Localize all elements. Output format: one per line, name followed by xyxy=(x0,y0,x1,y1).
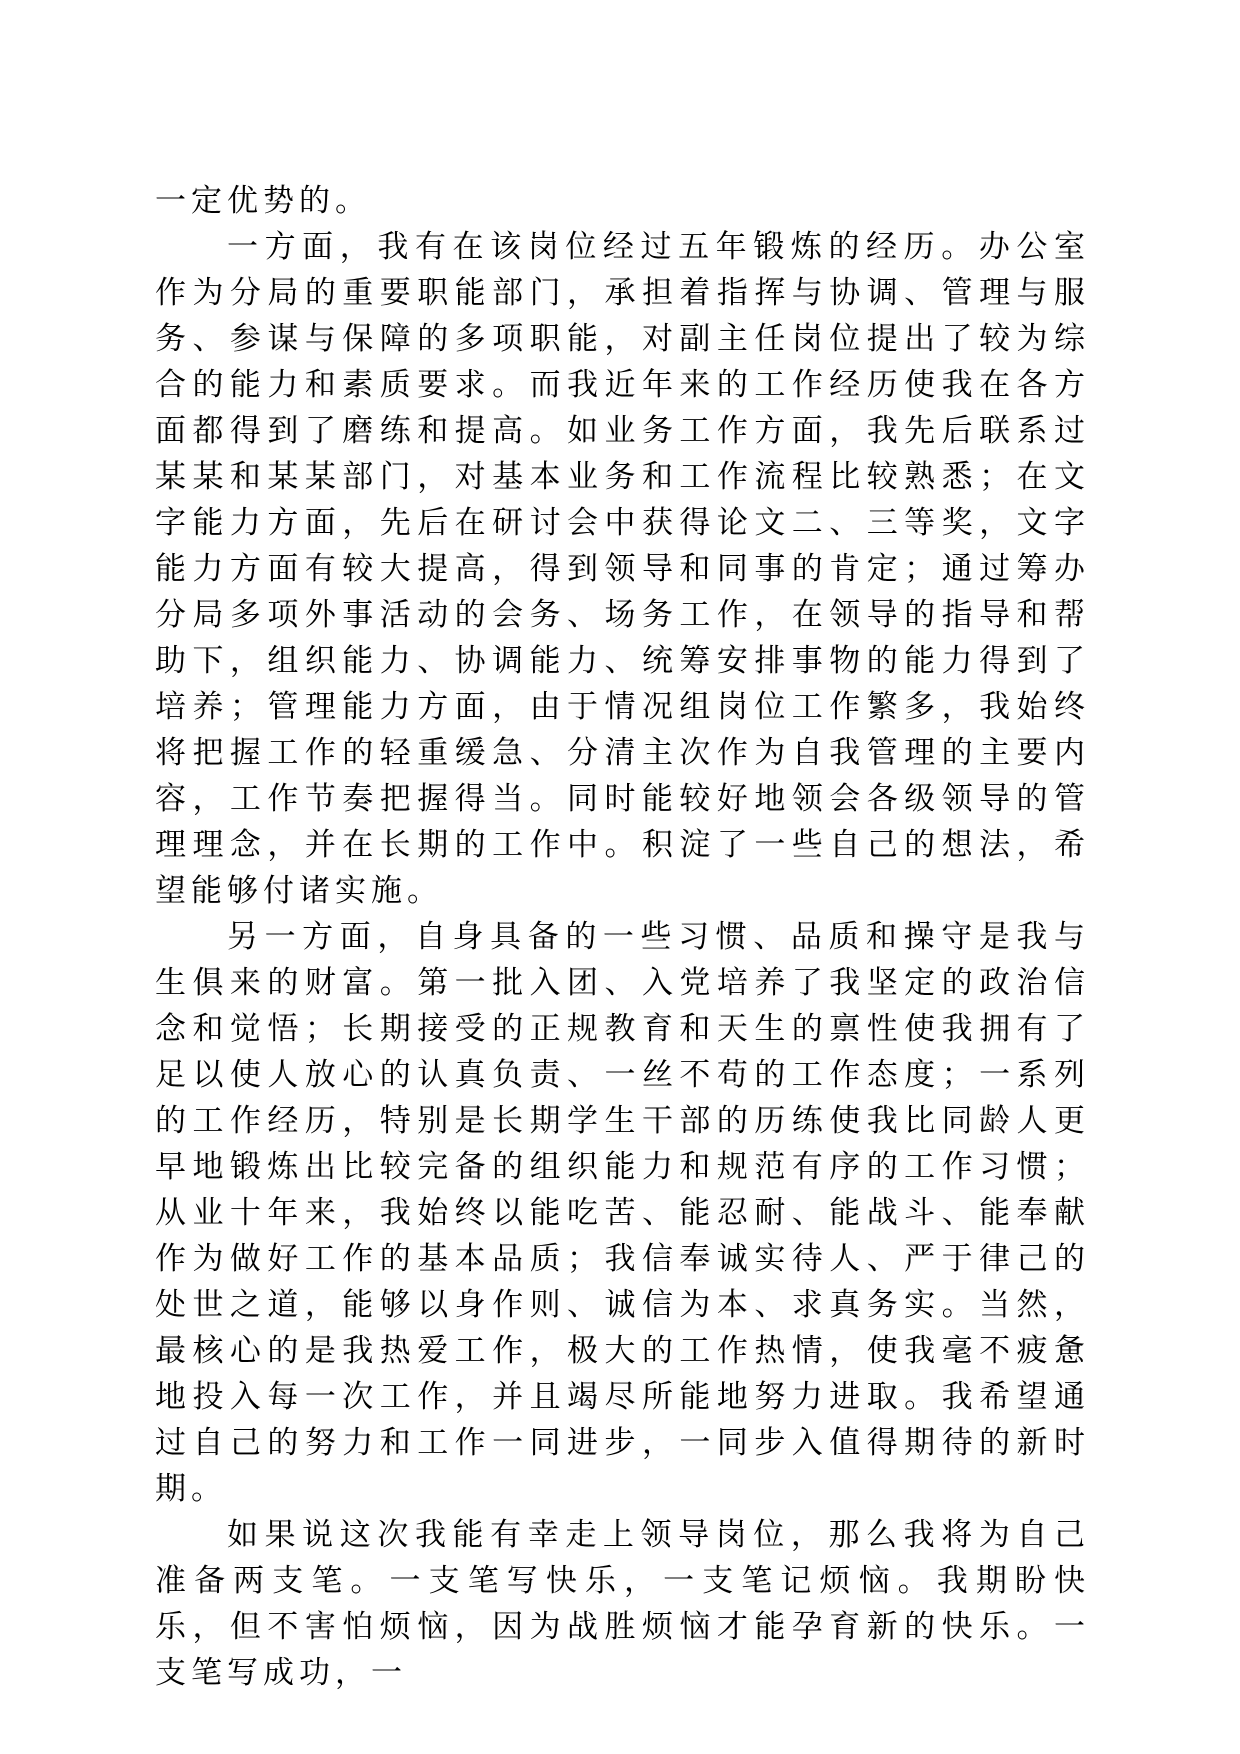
document-body xyxy=(155,178,1090,1696)
paragraph-two-pens: 如果说这次我能有幸走上领导岗位，那么我将为自己准备两支笔。一支笔写快乐，一支笔记烦恼。我期盼快乐，但不害怕烦恼，因为战胜烦恼才能孕育新的快乐。一支笔写成功，一 xyxy=(155,1517,1090,1691)
paragraph-continuation: 一定优势的。 xyxy=(155,183,371,219)
paragraph-second-aspect: 另一方面，自身具备的一些习惯、品质和操守是我与生俱来的财富。第一批入团、入党培养了我坚定的政治信念和觉悟；长期接受的正规教育和天生的禀性使我拥有了足以使人放心的认真负责、一丝不苟的工作态度；一系列的工作经历，特别是长期学生干部的历练使我比同龄人更早地锻炼出比较完备的组织能力和规范有序的工作习惯；从业十年来，我始终以能吃苦、能忍耐、能战斗、能奉献作为做好工作的基本品质；我信奉诚实待人、严于律己的处世之道，能够以身作则、诚信为本、求真务实。当然，最核心的是我热爱工作，极大的工作热情，使我毫不疲惫地投入每一次工作，并且竭尽所能地努力进取。我希望通过自己的努力和工作一同进步，一同步入值得期待的新时期。 xyxy=(155,919,1090,1507)
paragraph-first-aspect: 一方面，我有在该岗位经过五年锻炼的经历。办公室作为分局的重要职能部门，承担着指挥与协调、管理与服务、参谋与保障的多项职能，对副主任岗位提出了较为综合的能力和素质要求。而我近年来的工作经历使我在各方面都得到了磨练和提高。如业务工作方面，我先后联系过某某和某某部门，对基本业务和工作流程比较熟悉；在文字能力方面，先后在研讨会中获得论文二、三等奖，文字能力方面有较大提高，得到领导和同事的肯定；通过筹办分局多项外事活动的会务、场务工作，在领导的指导和帮助下，组织能力、协调能力、统筹安排事物的能力得到了培养；管理能力方面，由于情况组岗位工作繁多，我始终将把握工作的轻重缓急、分清主次作为自我管理的主要内容，工作节奏把握得当。同时能较好地领会各级领导的管理理念，并在长期的工作中。积淀了一些自己的想法，希望能够付诸实施。 xyxy=(155,229,1090,909)
